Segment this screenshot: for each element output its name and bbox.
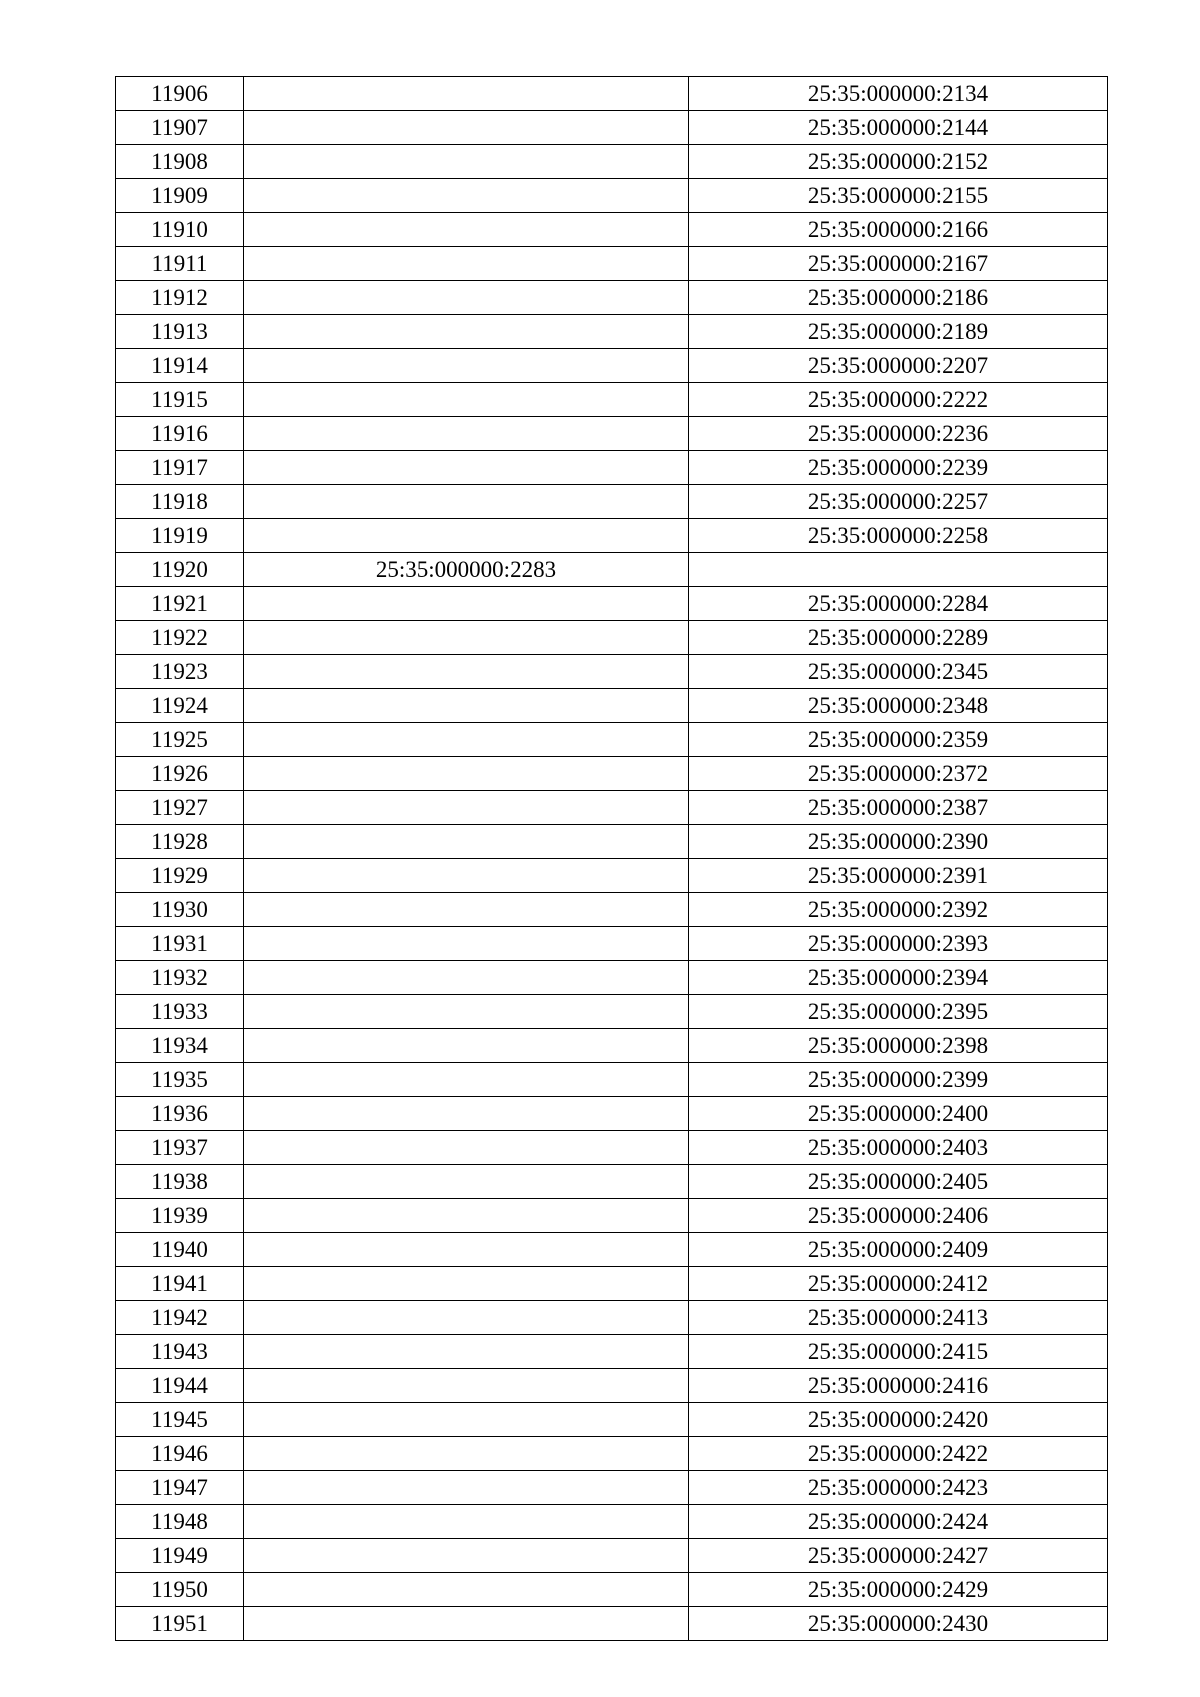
row-number-cell: 11911 <box>116 247 244 281</box>
table-row <box>116 315 1108 349</box>
cadastral-number-cell: 25:35:000000:2424 <box>689 1505 1108 1539</box>
column-2-cell <box>244 145 689 179</box>
row-number-cell: 11944 <box>116 1369 244 1403</box>
column-2-cell <box>244 247 689 281</box>
row-number-cell: 11931 <box>116 927 244 961</box>
table-row <box>116 621 1108 655</box>
row-number-cell: 11945 <box>116 1403 244 1437</box>
row-number-cell: 11950 <box>116 1573 244 1607</box>
row-number-cell: 11932 <box>116 961 244 995</box>
column-2-cell <box>244 111 689 145</box>
table-row <box>116 213 1108 247</box>
cadastral-number-cell: 25:35:000000:2258 <box>689 519 1108 553</box>
cadastral-number-cell: 25:35:000000:2359 <box>689 723 1108 757</box>
row-number-cell: 11913 <box>116 315 244 349</box>
row-number-cell: 11930 <box>116 893 244 927</box>
table-row <box>116 1471 1108 1505</box>
row-number-cell: 11939 <box>116 1199 244 1233</box>
cadastral-number-cell: 25:35:000000:2398 <box>689 1029 1108 1063</box>
cadastral-number-cell: 25:35:000000:2134 <box>689 77 1108 111</box>
table-row <box>116 1437 1108 1471</box>
row-number-cell: 11926 <box>116 757 244 791</box>
table-row <box>116 1335 1108 1369</box>
table-row <box>116 791 1108 825</box>
column-2-cell <box>244 519 689 553</box>
cadastral-number-cell: 25:35:000000:2236 <box>689 417 1108 451</box>
table-row <box>116 179 1108 213</box>
column-2-cell <box>244 485 689 519</box>
cadastral-number-cell: 25:35:000000:2409 <box>689 1233 1108 1267</box>
column-2-cell <box>244 315 689 349</box>
table-row <box>116 417 1108 451</box>
column-2-cell <box>244 349 689 383</box>
cadastral-number-cell: 25:35:000000:2422 <box>689 1437 1108 1471</box>
row-number-cell: 11918 <box>116 485 244 519</box>
table-row <box>116 247 1108 281</box>
table-row <box>116 111 1108 145</box>
row-number-cell: 11906 <box>116 77 244 111</box>
cadastral-number-cell: 25:35:000000:2390 <box>689 825 1108 859</box>
row-number-cell: 11912 <box>116 281 244 315</box>
table-row <box>116 757 1108 791</box>
table-row <box>116 145 1108 179</box>
row-number-cell: 11943 <box>116 1335 244 1369</box>
cadastral-number-cell: 25:35:000000:2403 <box>689 1131 1108 1165</box>
column-2-cell <box>244 859 689 893</box>
column-2-cell <box>244 77 689 111</box>
cadastral-number-cell: 25:35:000000:2427 <box>689 1539 1108 1573</box>
column-2-cell <box>244 791 689 825</box>
table-row <box>116 893 1108 927</box>
column-2-cell <box>244 451 689 485</box>
table-row <box>116 859 1108 893</box>
cadastral-number-cell: 25:35:000000:2372 <box>689 757 1108 791</box>
row-number-cell: 11947 <box>116 1471 244 1505</box>
table-row <box>116 519 1108 553</box>
row-number-cell: 11949 <box>116 1539 244 1573</box>
cadastral-number-cell: 25:35:000000:2152 <box>689 145 1108 179</box>
cadastral-number-cell: 25:35:000000:2393 <box>689 927 1108 961</box>
row-number-cell: 11924 <box>116 689 244 723</box>
cadastral-number-cell: 25:35:000000:2348 <box>689 689 1108 723</box>
cadastral-number-cell: 25:35:000000:2420 <box>689 1403 1108 1437</box>
column-2-cell <box>244 1607 689 1641</box>
column-2-cell <box>244 1505 689 1539</box>
row-number-cell: 11920 <box>116 553 244 587</box>
column-2-cell <box>244 1097 689 1131</box>
cadastral-number-cell: 25:35:000000:2392 <box>689 893 1108 927</box>
table-row <box>116 995 1108 1029</box>
column-2-cell <box>244 723 689 757</box>
cadastral-number-cell: 25:35:000000:2413 <box>689 1301 1108 1335</box>
cadastral-number-cell: 25:35:000000:2391 <box>689 859 1108 893</box>
row-number-cell: 11941 <box>116 1267 244 1301</box>
table-row <box>116 383 1108 417</box>
cadastral-table <box>115 76 1108 1641</box>
column-2-cell <box>244 213 689 247</box>
table-row <box>116 1097 1108 1131</box>
cadastral-number-cell: 25:35:000000:2399 <box>689 1063 1108 1097</box>
column-2-cell <box>244 383 689 417</box>
row-number-cell: 11937 <box>116 1131 244 1165</box>
cadastral-number-cell <box>689 553 1108 587</box>
table-row <box>116 485 1108 519</box>
table-row <box>116 1199 1108 1233</box>
row-number-cell: 11936 <box>116 1097 244 1131</box>
cadastral-number-cell: 25:35:000000:2155 <box>689 179 1108 213</box>
cadastral-number-cell: 25:35:000000:2222 <box>689 383 1108 417</box>
cadastral-number-cell: 25:35:000000:2387 <box>689 791 1108 825</box>
column-2-cell <box>244 587 689 621</box>
column-2-cell <box>244 1131 689 1165</box>
row-number-cell: 11923 <box>116 655 244 689</box>
cadastral-number-cell: 25:35:000000:2415 <box>689 1335 1108 1369</box>
row-number-cell: 11942 <box>116 1301 244 1335</box>
cadastral-number-cell: 25:35:000000:2406 <box>689 1199 1108 1233</box>
cadastral-number-cell: 25:35:000000:2394 <box>689 961 1108 995</box>
row-number-cell: 11948 <box>116 1505 244 1539</box>
cadastral-number-cell: 25:35:000000:2189 <box>689 315 1108 349</box>
column-2-cell <box>244 1301 689 1335</box>
column-2-cell <box>244 621 689 655</box>
row-number-cell: 11934 <box>116 1029 244 1063</box>
table-row <box>116 961 1108 995</box>
row-number-cell: 11928 <box>116 825 244 859</box>
column-2-cell <box>244 893 689 927</box>
table-row <box>116 1573 1108 1607</box>
cadastral-number-cell: 25:35:000000:2395 <box>689 995 1108 1029</box>
cadastral-number-cell: 25:35:000000:2429 <box>689 1573 1108 1607</box>
cadastral-number-cell: 25:35:000000:2423 <box>689 1471 1108 1505</box>
column-2-cell <box>244 1539 689 1573</box>
table-row <box>116 1539 1108 1573</box>
cadastral-number-cell: 25:35:000000:2289 <box>689 621 1108 655</box>
table-body <box>116 77 1108 1641</box>
table-row <box>116 1607 1108 1641</box>
column-2-cell <box>244 179 689 213</box>
table-row <box>116 1165 1108 1199</box>
column-2-cell <box>244 927 689 961</box>
table-row <box>116 1063 1108 1097</box>
cadastral-number-cell: 25:35:000000:2239 <box>689 451 1108 485</box>
row-number-cell: 11917 <box>116 451 244 485</box>
table-row <box>116 825 1108 859</box>
cadastral-number-cell: 25:35:000000:2345 <box>689 655 1108 689</box>
table-row <box>116 553 1108 587</box>
table-row <box>116 1505 1108 1539</box>
cadastral-number-cell: 25:35:000000:2412 <box>689 1267 1108 1301</box>
table-row <box>116 1369 1108 1403</box>
row-number-cell: 11914 <box>116 349 244 383</box>
table-row <box>116 1029 1108 1063</box>
table-row <box>116 281 1108 315</box>
row-number-cell: 11921 <box>116 587 244 621</box>
row-number-cell: 11927 <box>116 791 244 825</box>
row-number-cell: 11907 <box>116 111 244 145</box>
table-row <box>116 349 1108 383</box>
row-number-cell: 11940 <box>116 1233 244 1267</box>
row-number-cell: 11946 <box>116 1437 244 1471</box>
column-2-cell <box>244 1063 689 1097</box>
cadastral-number-cell: 25:35:000000:2430 <box>689 1607 1108 1641</box>
column-2-cell <box>244 1199 689 1233</box>
table-row <box>116 77 1108 111</box>
column-2-cell <box>244 1437 689 1471</box>
table-row <box>116 1301 1108 1335</box>
cadastral-number-cell: 25:35:000000:2207 <box>689 349 1108 383</box>
row-number-cell: 11909 <box>116 179 244 213</box>
column-2-cell <box>244 281 689 315</box>
table-row <box>116 451 1108 485</box>
cadastral-number-cell: 25:35:000000:2186 <box>689 281 1108 315</box>
column-2-cell <box>244 1165 689 1199</box>
row-number-cell: 11922 <box>116 621 244 655</box>
cadastral-number-cell: 25:35:000000:2257 <box>689 485 1108 519</box>
table-row <box>116 1131 1108 1165</box>
column-2-cell <box>244 757 689 791</box>
cadastral-number-cell: 25:35:000000:2416 <box>689 1369 1108 1403</box>
row-number-cell: 11919 <box>116 519 244 553</box>
cadastral-number-cell: 25:35:000000:2400 <box>689 1097 1108 1131</box>
table-row <box>116 1403 1108 1437</box>
row-number-cell: 11938 <box>116 1165 244 1199</box>
column-2-cell <box>244 1403 689 1437</box>
row-number-cell: 11933 <box>116 995 244 1029</box>
table-row <box>116 655 1108 689</box>
table-row <box>116 1267 1108 1301</box>
column-2-cell <box>244 1471 689 1505</box>
table-row <box>116 587 1108 621</box>
column-2-cell: 25:35:000000:2283 <box>244 553 689 587</box>
column-2-cell <box>244 1267 689 1301</box>
cadastral-number-cell: 25:35:000000:2167 <box>689 247 1108 281</box>
column-2-cell <box>244 655 689 689</box>
row-number-cell: 11908 <box>116 145 244 179</box>
column-2-cell <box>244 1335 689 1369</box>
row-number-cell: 11925 <box>116 723 244 757</box>
cadastral-number-cell: 25:35:000000:2284 <box>689 587 1108 621</box>
column-2-cell <box>244 995 689 1029</box>
column-2-cell <box>244 417 689 451</box>
row-number-cell: 11935 <box>116 1063 244 1097</box>
column-2-cell <box>244 1369 689 1403</box>
column-2-cell <box>244 961 689 995</box>
row-number-cell: 11929 <box>116 859 244 893</box>
table-row <box>116 689 1108 723</box>
cadastral-number-cell: 25:35:000000:2166 <box>689 213 1108 247</box>
column-2-cell <box>244 825 689 859</box>
row-number-cell: 11910 <box>116 213 244 247</box>
row-number-cell: 11951 <box>116 1607 244 1641</box>
cadastral-number-cell: 25:35:000000:2405 <box>689 1165 1108 1199</box>
column-2-cell <box>244 1233 689 1267</box>
table-row <box>116 927 1108 961</box>
column-2-cell <box>244 1573 689 1607</box>
table-row <box>116 723 1108 757</box>
cadastral-number-cell: 25:35:000000:2144 <box>689 111 1108 145</box>
column-2-cell <box>244 1029 689 1063</box>
column-2-cell <box>244 689 689 723</box>
table-row <box>116 1233 1108 1267</box>
row-number-cell: 11915 <box>116 383 244 417</box>
row-number-cell: 11916 <box>116 417 244 451</box>
